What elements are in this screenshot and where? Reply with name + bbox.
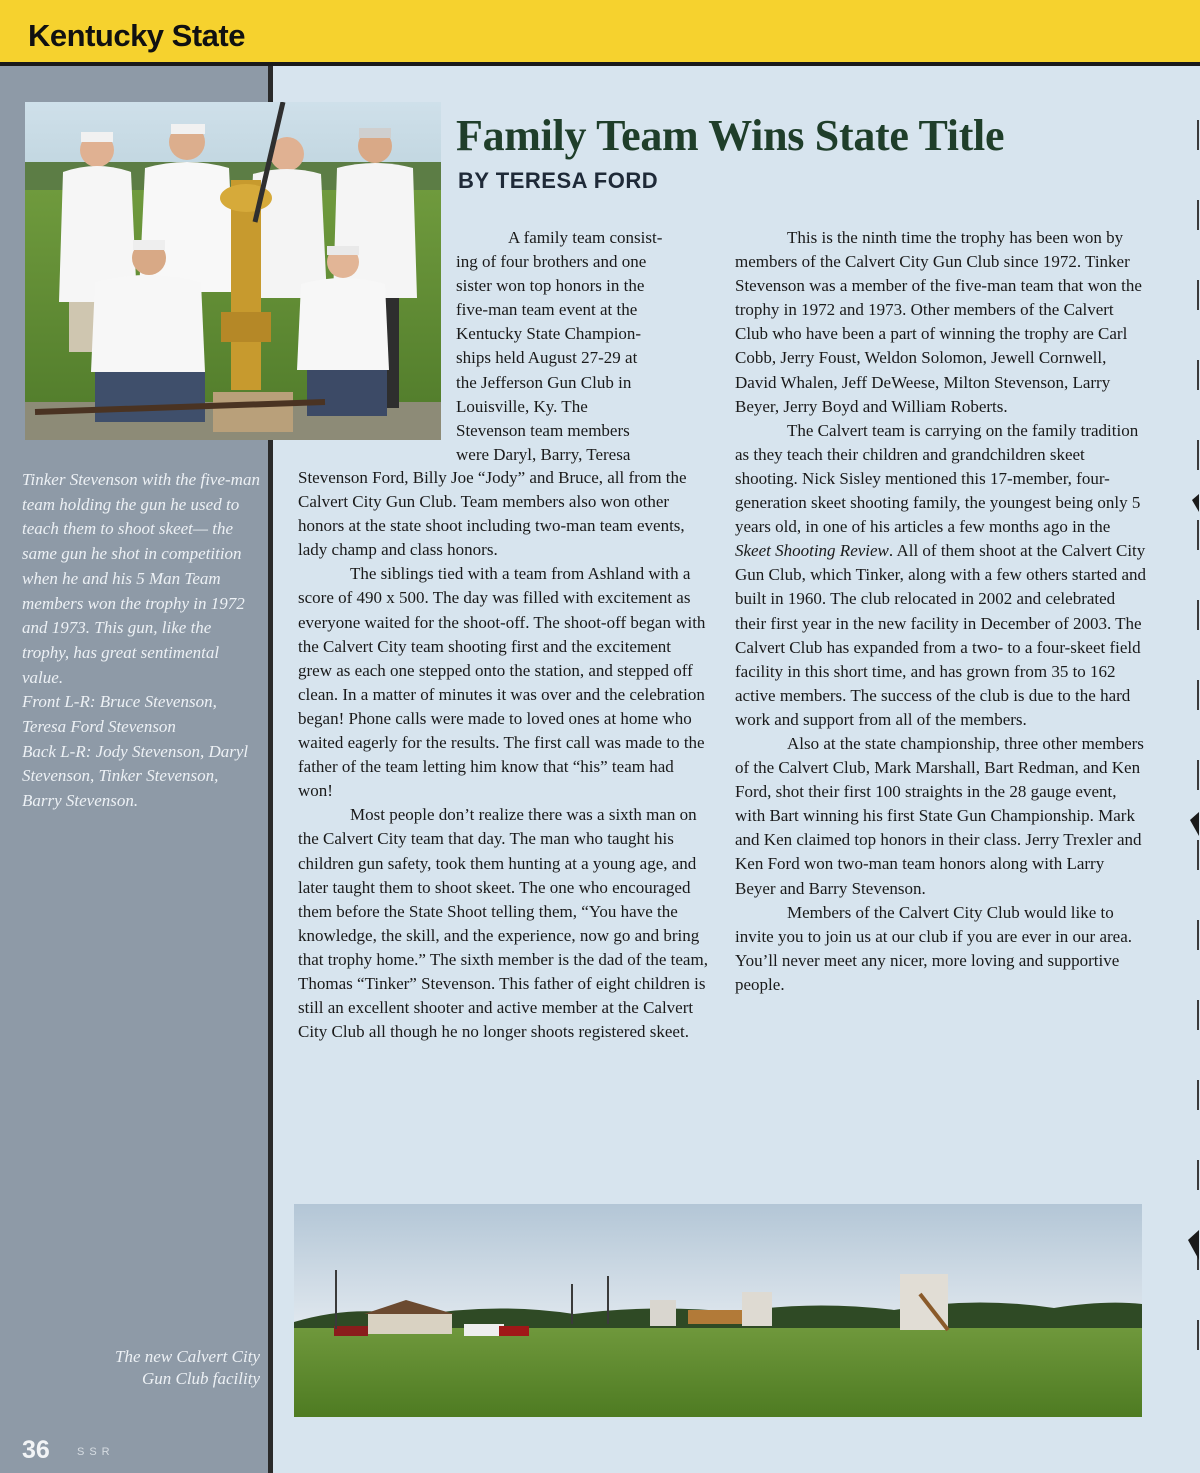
caption-line: Front L-R: Bruce Stevenson, Teresa Ford Stevenson	[22, 692, 217, 737]
text-line: ships held August 27-29 at	[456, 348, 638, 368]
magazine-name: SSR	[77, 1446, 115, 1458]
team-photo	[25, 102, 441, 440]
page-number: 36	[22, 1436, 50, 1464]
text-line: were Daryl, Barry, Teresa	[456, 444, 631, 464]
text-line: the Jefferson Gun Club in	[456, 372, 632, 392]
text-line: A family team consist-	[508, 228, 663, 247]
text-line: ing of four brothers and one	[456, 252, 647, 272]
text-line: Louisville, Ky. The	[456, 396, 588, 416]
caption-line: The new Calvert City	[115, 1347, 260, 1366]
article-column-1	[298, 466, 708, 1044]
article-title: Family Team Wins State Title	[456, 111, 1005, 160]
facility-photo	[294, 1204, 1142, 1417]
caption-line: Back L-R: Jody Stevenson, Daryl Stevenson, Tinker Stevenson, Barry Stevenson.	[22, 741, 249, 811]
caption-line: Tinker Stevenson with the five-man team holding the gun he used to teach them to shoot skeet— the same gun he shot in competition when he and his 5 Man Team members won the trophy in 1972 and 1973. This gun, like the trophy, has great sentimental value.	[22, 470, 260, 687]
paragraph: Most people don’t realize there was a sixth man on the Calvert City team that day. The man who taught his children gun safety, took them hunting at a young age, and later taught them to shoot skeet. The one who encouraged them before the State Shoot telling them, “You have the knowledge, the skill, and the experience, now go and bring that trophy home.” The sixth member is the dad of the team, Thomas “Tinker” Stevenson. This father of eight children is still an excellent shooter and active member at the Calvert City Club all though he no longer shoots registered skeet.	[298, 805, 708, 1042]
text-line: Kentucky State Champion-	[456, 324, 642, 344]
text-line: sister won top honors in the	[456, 276, 645, 296]
article-column-1-top	[456, 226, 706, 467]
paragraph: The siblings tied with a team from Ashland with a score of 490 x 500. The day was filled with excitement as everyone waited for the shoot-off. The shoot-off began with the Calvert City team shooting first and the excitement grew as each one stepped onto the station, and stepped off clean. In a matter of minutes it was over and the celebration began! Phone calls were made to loved ones at home who waited eagerly for the results. The first call was made to the father of the team letting him know that “his” team had won!	[298, 564, 706, 801]
caption-line: Gun Club facility	[141, 1369, 260, 1388]
page-edge	[1180, 100, 1200, 1400]
paragraph: Also at the state championship, three other members of the Calvert Club, Mark Marshall, Bart Redman, and Ken Ford, shot their first 100 straights in the 28 gauge event, with Bart winning his first State Gun Championship. Mark and Ken claimed top honors in their class. Jerry Trexler and Ken Ford won two-man team honors along with Larry Beyer and Barry Stevenson.	[735, 733, 1144, 898]
facility-photo-caption	[40, 1346, 260, 1390]
paragraph: Members of the Calvert City Club would like to invite you to join us at our club if you are ever in our area. You’ll never meet any nicer, more loving and supportive people.	[735, 902, 1133, 994]
article-byline: BY TERESA FORD	[458, 168, 659, 193]
section-label: Kentucky State	[28, 18, 245, 53]
team-photo-caption	[22, 468, 262, 814]
paragraph: This is the ninth time the trophy has been won by members of the Calvert City Gun Club since 1972. Tinker Stevenson was a member of the five-man team that won the trophy in 1972 and 1973. Other members of the Calvert Club who have been a part of winning the trophy are Carl Cobb, Jerry Foust, Weldon Solomon, Jewell Cornwell, David Whalen, Jeff DeWeese, Milton Stevenson, Larry Beyer, Jerry Boyd and William Roberts.	[735, 228, 1142, 416]
publication-title: Skeet Shooting Review	[735, 541, 889, 561]
paragraph: The Calvert team is carrying on the family tradition as they teach their children and grandchildren skeet shooting. Nick Sisley mentioned this 17-member, four-generation skeet shooting family, the youngest being only 5 years old, in one of his articles a few months ago in the Skeet Shooting Review. All of them shoot at the Calvert City Gun Club, which Tinker, along with a few others started and built in 1960. The club relocated in 2002 and celebrated their first year in the new facility in December of 2003. The Calvert Club has expanded from a two- to a four-skeet field facility in this short time, and has grown from 35 to 162 active members. The success of the club is due to the hard work and support from all of the members.	[735, 420, 1147, 729]
text-line: five-man team event at the	[456, 300, 638, 320]
text-line: Stevenson team members	[456, 420, 630, 440]
paragraph: Stevenson Ford, Billy Joe “Jody” and Bruce, all from the Calvert City Gun Club. Team members also won other honors at the state shoot including two-man team events, lady champ and class honors.	[298, 468, 687, 560]
article-column-2	[735, 226, 1147, 997]
